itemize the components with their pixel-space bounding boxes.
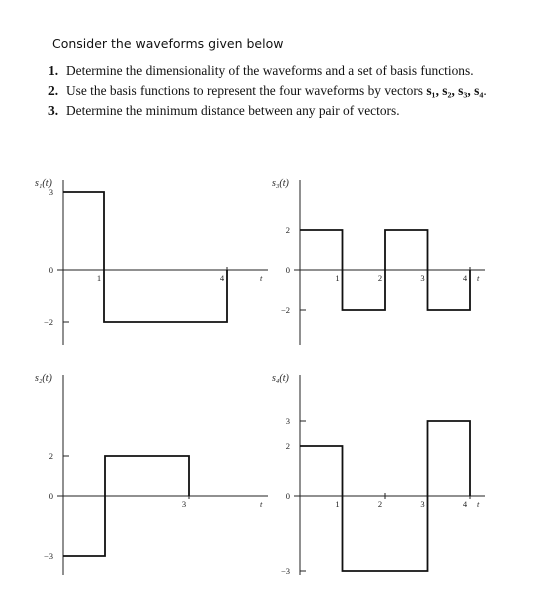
x-axis-label: t xyxy=(477,273,480,283)
x-tick-label: 3 xyxy=(420,273,425,283)
y-tick-label: 0 xyxy=(285,491,290,501)
x-axis-label: t xyxy=(260,499,263,509)
x-axis-label: t xyxy=(260,273,263,283)
x-tick-label: 4 xyxy=(462,499,468,509)
y-tick-label: −2 xyxy=(43,317,53,327)
x-tick-label: 1 xyxy=(96,273,102,283)
y-axis-label: s₁(t) xyxy=(35,178,52,189)
waveform-plot-s4 xyxy=(272,373,485,576)
y-tick-label: 0 xyxy=(48,265,53,275)
y-tick-label: 0 xyxy=(285,265,290,275)
waveform-plot-s2 xyxy=(35,373,268,575)
question-text-part: Use the basis functions to represent the four waveforms by vectors xyxy=(66,83,427,98)
question-number: 3. xyxy=(48,103,59,118)
vector-names: s₁, s₂, s₃, s₄ xyxy=(426,83,484,98)
question-text: Determine the minimum distance between any pair of vectors. xyxy=(66,103,400,118)
x-tick-label: 1 xyxy=(335,273,340,283)
waveform-plot-s3 xyxy=(272,178,485,345)
x-tick-label: 4 xyxy=(462,273,468,283)
waveform-line xyxy=(63,192,227,322)
y-tick-label: 2 xyxy=(285,441,290,451)
y-axis-label: s₂(t) xyxy=(35,373,52,384)
intro-text: Consider the waveforms given below xyxy=(52,36,284,51)
y-tick-label: 2 xyxy=(285,225,290,235)
question-text: Determine the dimensionality of the waveforms and a set of basis functions. xyxy=(66,63,474,78)
y-tick-label: −3 xyxy=(43,551,53,561)
question-number: 2. xyxy=(48,83,59,98)
x-tick-label: 1 xyxy=(335,499,340,509)
y-tick-label: −3 xyxy=(280,566,290,576)
x-tick-label: 4 xyxy=(219,273,225,283)
waveform-plot-s1 xyxy=(35,178,268,345)
x-axis-label: t xyxy=(477,499,480,509)
y-tick-label: −2 xyxy=(280,305,290,315)
y-tick-label: 3 xyxy=(48,187,53,197)
x-tick-label: 3 xyxy=(181,499,187,509)
question-text-end: . xyxy=(483,83,487,98)
x-tick-label: 3 xyxy=(420,499,425,509)
waveform-line xyxy=(63,456,189,556)
x-tick-label: 2 xyxy=(377,273,383,283)
y-tick-label: 2 xyxy=(48,451,53,461)
y-axis-label: s₄(t) xyxy=(272,373,289,384)
y-axis-label: s₃(t) xyxy=(272,178,289,189)
y-tick-label: 0 xyxy=(48,491,53,501)
question-number: 1. xyxy=(48,63,59,78)
x-tick-label: 2 xyxy=(377,499,383,509)
y-tick-label: 3 xyxy=(285,416,290,426)
